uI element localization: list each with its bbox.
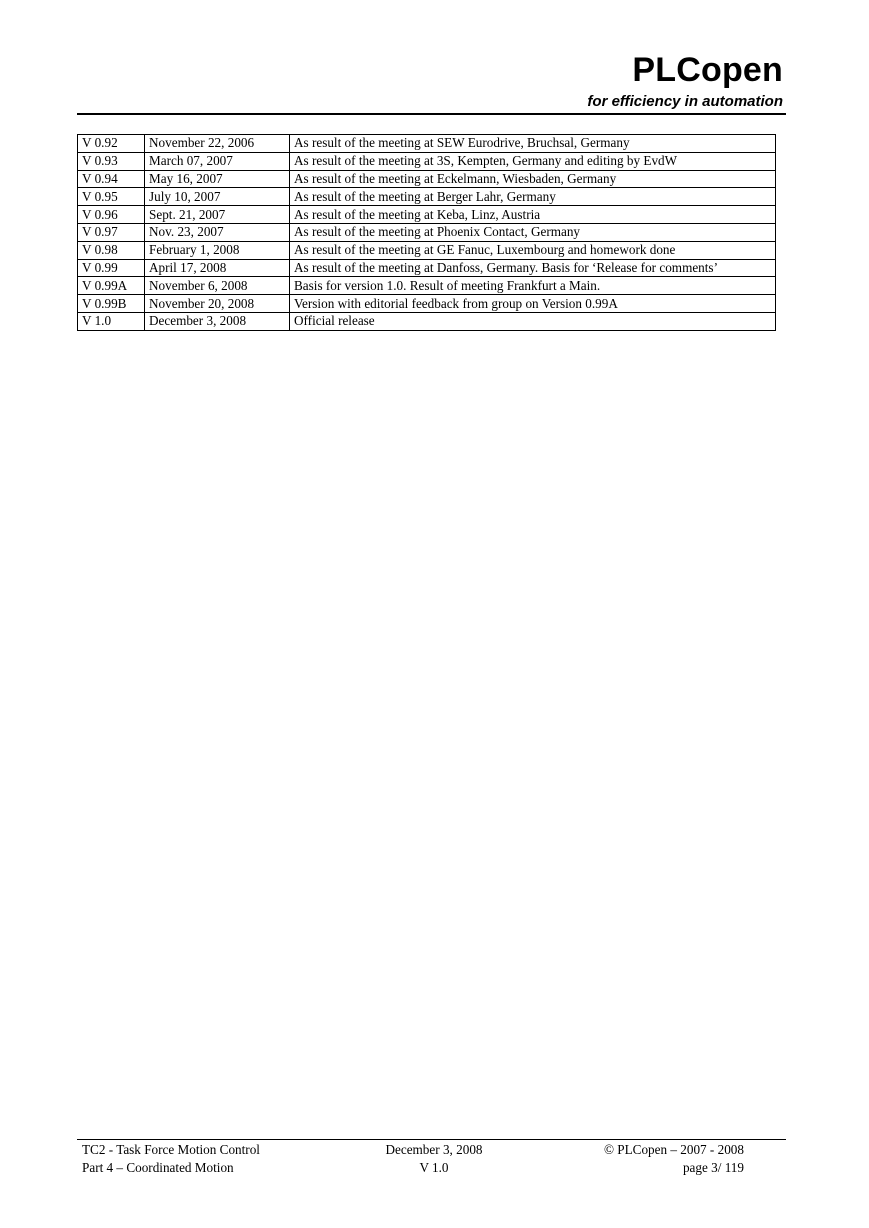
table-row	[78, 152, 776, 170]
version-cell: V 0.93	[78, 152, 145, 170]
table-row	[78, 259, 776, 277]
date-cell: April 17, 2008	[145, 259, 290, 277]
table-row	[78, 206, 776, 224]
revision-history-table	[77, 134, 776, 331]
description-cell: As result of the meeting at 3S, Kempten, Germany and editing by EvdW	[290, 152, 776, 170]
table-row	[78, 312, 776, 330]
table-row	[78, 188, 776, 206]
description-cell: Basis for version 1.0. Result of meeting Frankfurt a Main.	[290, 277, 776, 295]
footer-task-force: TC2 - Task Force Motion Control	[82, 1142, 260, 1157]
brand-tagline: for efficiency in automation	[587, 93, 783, 110]
table-row	[78, 277, 776, 295]
date-cell: March 07, 2007	[145, 152, 290, 170]
version-cell: V 0.98	[78, 241, 145, 259]
footer-center	[334, 1141, 534, 1177]
footer-date: December 3, 2008	[385, 1142, 483, 1157]
table-row	[78, 170, 776, 188]
version-cell: V 0.92	[78, 135, 145, 153]
version-cell: V 1.0	[78, 312, 145, 330]
date-cell: July 10, 2007	[145, 188, 290, 206]
footer-part: Part 4 – Coordinated Motion	[82, 1160, 234, 1175]
footer-page-number: page 3/ 119	[682, 1160, 744, 1175]
version-cell: V 0.97	[78, 223, 145, 241]
footer-copyright: © PLCopen – 2007 - 2008	[603, 1142, 744, 1157]
description-cell: As result of the meeting at Berger Lahr, Germany	[290, 188, 776, 206]
date-cell: May 16, 2007	[145, 170, 290, 188]
version-cell: V 0.99A	[78, 277, 145, 295]
header-divider	[77, 113, 786, 115]
date-cell: December 3, 2008	[145, 312, 290, 330]
description-cell: As result of the meeting at Danfoss, Germany. Basis for ‘Release for comments’	[290, 259, 776, 277]
date-cell: November 22, 2006	[145, 135, 290, 153]
footer-right	[544, 1141, 744, 1177]
version-cell: V 0.99B	[78, 295, 145, 313]
version-cell: V 0.95	[78, 188, 145, 206]
description-cell: As result of the meeting at Eckelmann, Wiesbaden, Germany	[290, 170, 776, 188]
description-cell: As result of the meeting at Phoenix Contact, Germany	[290, 223, 776, 241]
version-cell: V 0.94	[78, 170, 145, 188]
table-row	[78, 241, 776, 259]
table-row	[78, 295, 776, 313]
footer-version: V 1.0	[419, 1160, 449, 1175]
date-cell: November 20, 2008	[145, 295, 290, 313]
brand-title: PLCopen	[632, 51, 783, 89]
description-cell: Official release	[290, 312, 776, 330]
description-cell: Version with editorial feedback from group on Version 0.99A	[290, 295, 776, 313]
table-row	[78, 223, 776, 241]
description-cell: As result of the meeting at GE Fanuc, Luxembourg and homework done	[290, 241, 776, 259]
date-cell: Sept. 21, 2007	[145, 206, 290, 224]
date-cell: Nov. 23, 2007	[145, 223, 290, 241]
version-cell: V 0.96	[78, 206, 145, 224]
footer-divider	[77, 1139, 786, 1140]
description-cell: As result of the meeting at SEW Eurodrive, Bruchsal, Germany	[290, 135, 776, 153]
footer-left	[82, 1141, 260, 1177]
version-cell: V 0.99	[78, 259, 145, 277]
date-cell: February 1, 2008	[145, 241, 290, 259]
table-row	[78, 135, 776, 153]
description-cell: As result of the meeting at Keba, Linz, Austria	[290, 206, 776, 224]
date-cell: November 6, 2008	[145, 277, 290, 295]
